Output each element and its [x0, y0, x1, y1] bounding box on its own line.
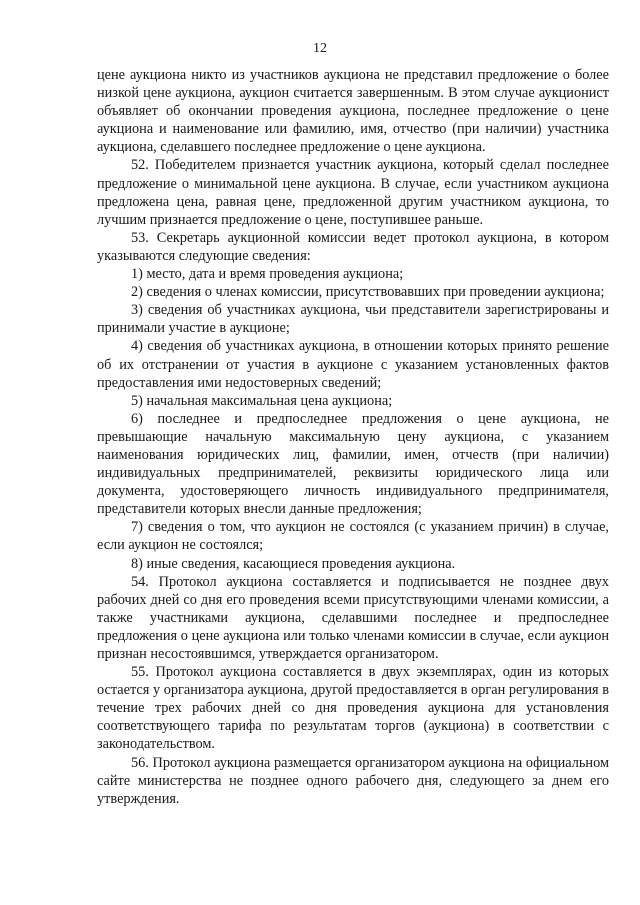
list-item-6: 6) последнее и предпоследнее предложения о цене аукциона, не превышающие начальную максимальную цену аукциона, с указанием наименования юридических лиц, фамилии, имен, отчеств (при наличии) индивидуальных предпринимателей, реквизиты юридического лица или документа, удостоверяющего личность индивидуального предпринимателя, представители которых внесли данные предложения;	[97, 410, 609, 518]
paragraph-continuation: цене аукциона никто из участников аукциона не представил предложение о более низкой цене аукциона, аукцион считается завершенным. В этом случае аукционист объявляет об окончании проведения аукциона, последнее предложение о цене аукциона и наименование или фамилию, имя, отчество (при наличии) участника аукциона, сделавшего последнее предложение о цене аукциона.	[97, 67, 609, 156]
paragraph-56: 56. Протокол аукциона размещается организатором аукциона на официальном сайте министерства не позднее одного рабочего дня, следующего за днем его утверждения.	[97, 754, 609, 807]
paragraph-52: 52. Победителем признается участник аукциона, который сделал последнее предложение о минимальной цене аукциона. В случае, если участником аукциона предложена цена, равная цене, предложенной другим участником аукциона, то лучшим признается предложение о цене, поступившее раньше.	[97, 157, 609, 228]
list-item-4: 4) сведения об участниках аукциона, в отношении которых принято решение об их отстранении от участия в аукционе с указанием установленных фактов предоставления ими недостоверных сведений;	[97, 338, 609, 391]
list-item-5: 5) начальная максимальная цена аукциона;	[131, 392, 393, 409]
paragraph-53: 53. Секретарь аукционной комиссии ведет протокол аукциона, в котором указываются следующие сведения:	[97, 229, 609, 264]
document-body	[97, 66, 609, 808]
paragraph-54: 54. Протокол аукциона составляется и подписывается не позднее двух рабочих дней со дня его проведения всеми присутствующими членами комиссии, а также участниками аукциона, сделавшими последнее и предпоследнее предложения о цене аукциона или только членами комиссии в случае, если аукцион признан несостоявшимся, утверждается организатором.	[97, 573, 609, 662]
paragraph-55: 55. Протокол аукциона составляется в двух экземплярах, один из которых остается у организатора аукциона, другой предоставляется в орган регулирования в течение трех рабочих дней со дня проведения аукциона для установления соответствующего тарифа по результатам торгов (аукциона) в соответствии с законодательством.	[97, 664, 609, 753]
list-item-7: 7) сведения о том, что аукцион не состоялся (с указанием причин) в случае, если аукцион не состоялся;	[97, 519, 609, 554]
list-item-8: 8) иные сведения, касающиеся проведения аукциона.	[131, 555, 456, 572]
list-item-2: 2) сведения о членах комиссии, присутствовавших при проведении аукциона;	[131, 284, 605, 301]
list-item-1: 1) место, дата и время проведения аукциона;	[131, 266, 404, 283]
list-item-3: 3) сведения об участниках аукциона, чьи представители зарегистрированы и принимали участие в аукционе;	[97, 302, 609, 337]
page-number: 12	[313, 41, 327, 56]
